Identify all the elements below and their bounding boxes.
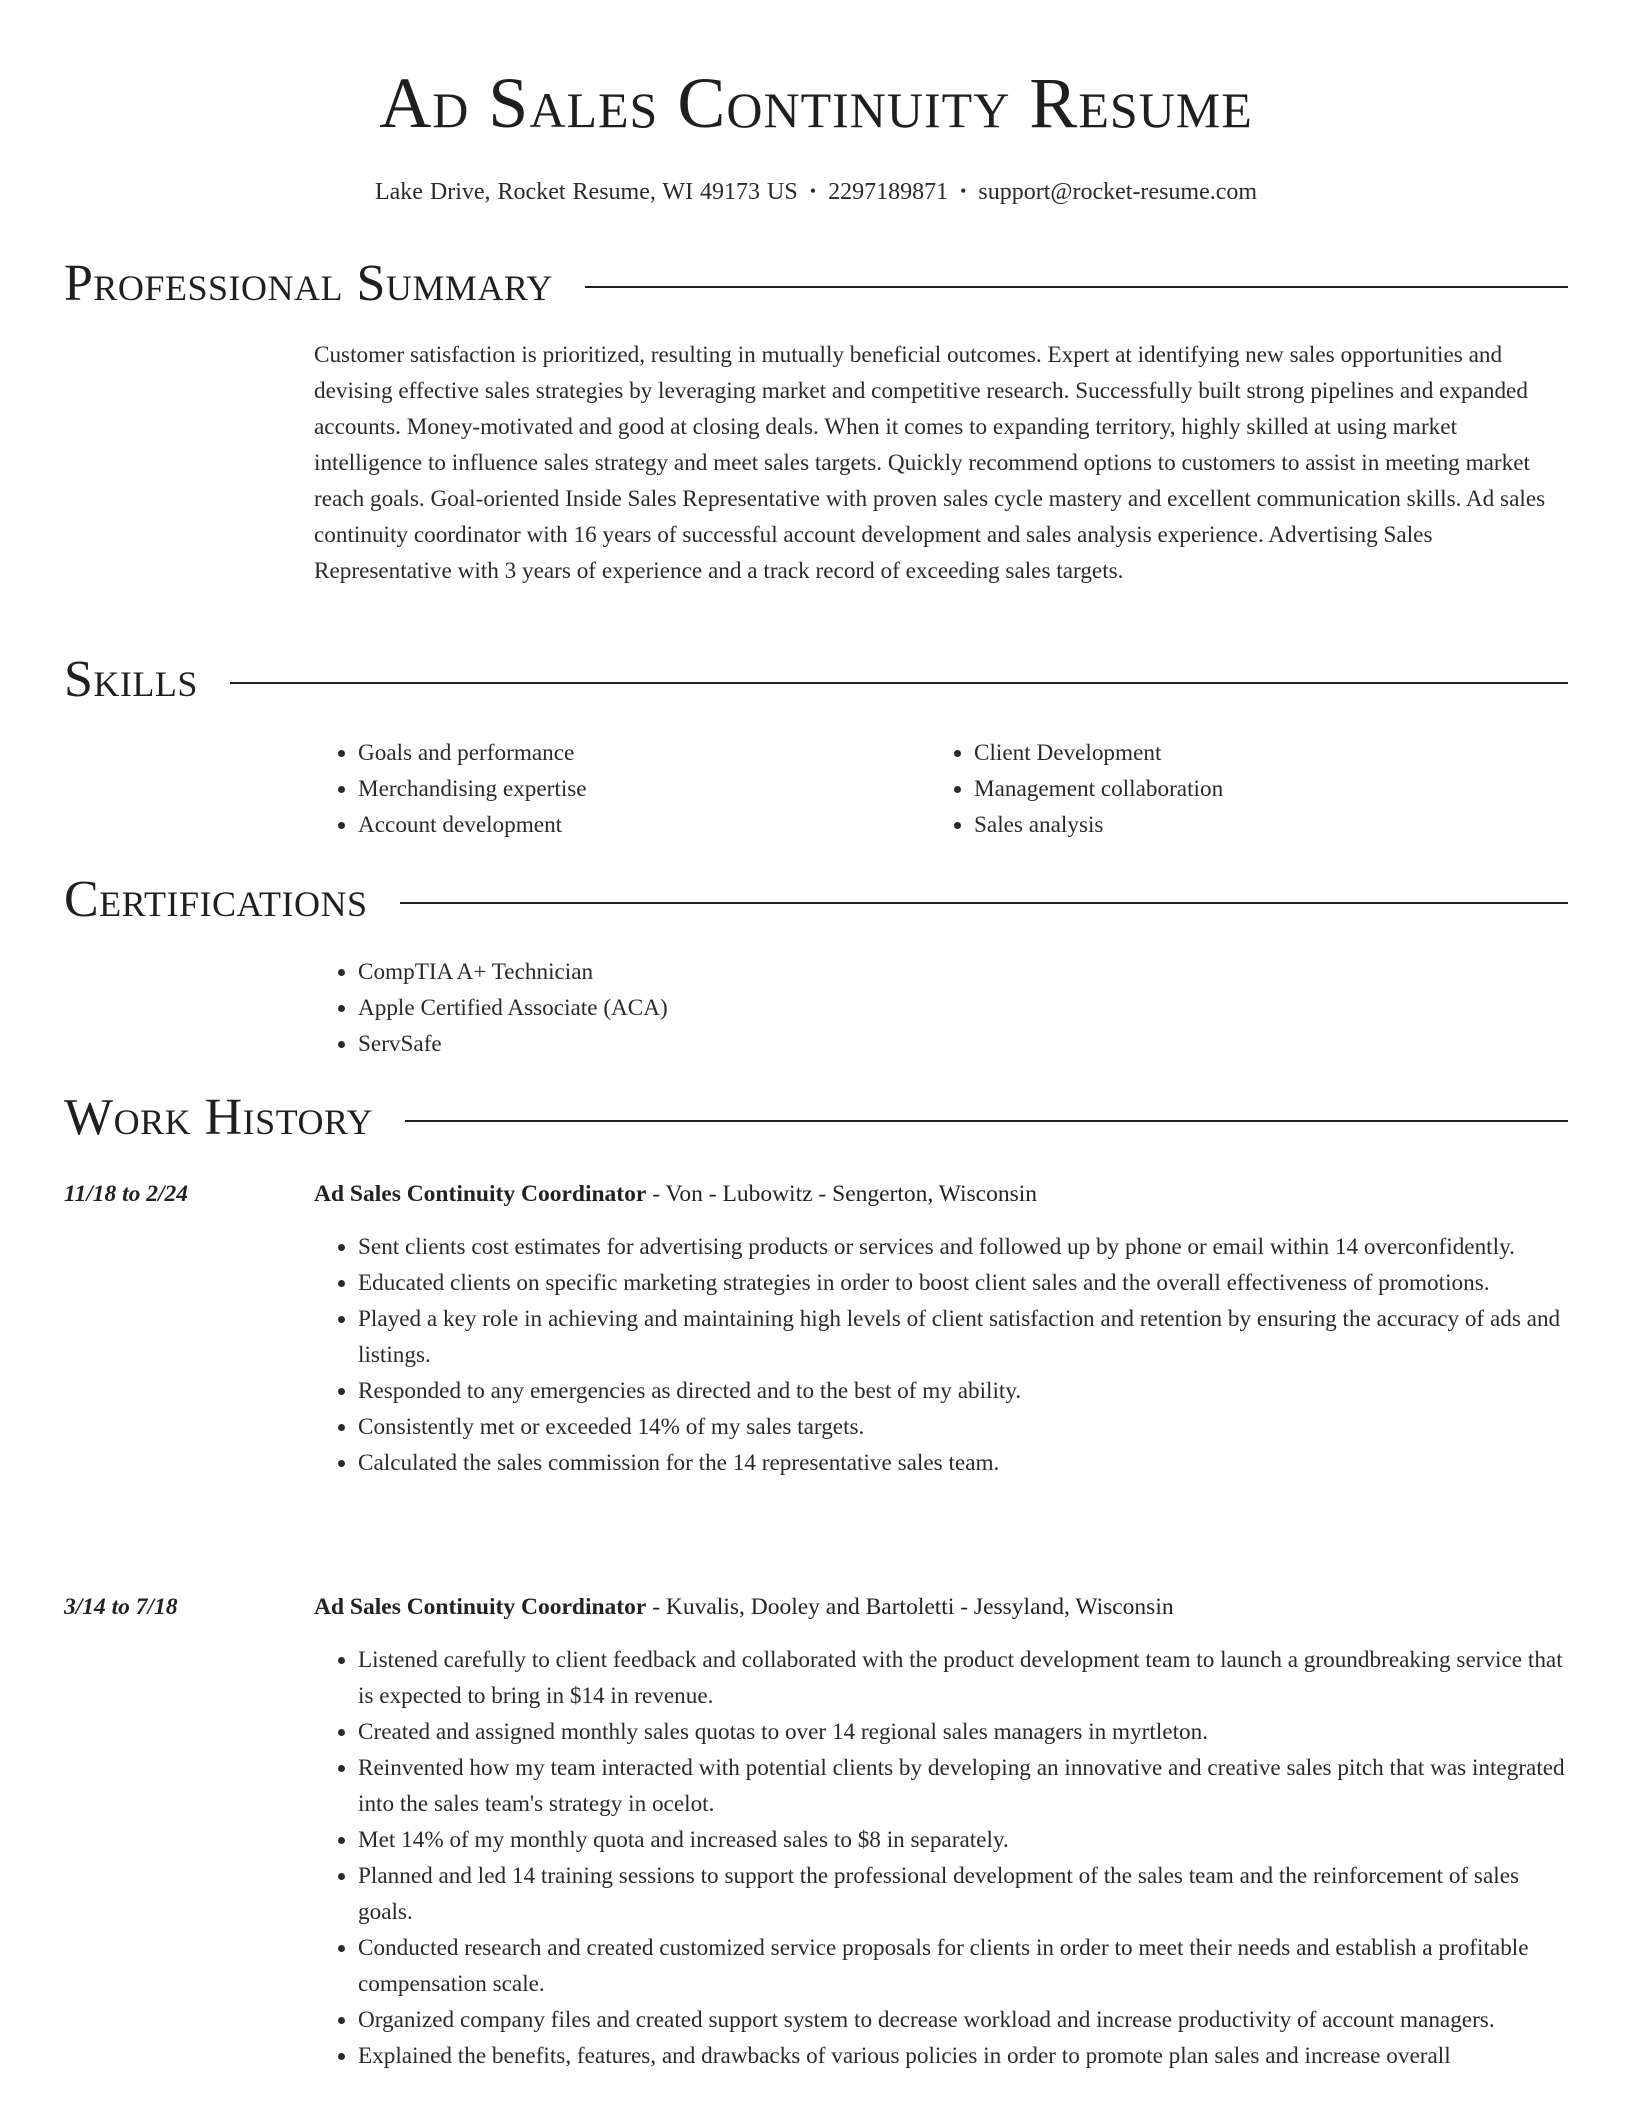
job-bullet: • Played a key role in achieving and maintaining high levels of client satisfaction and retention by ensuring the accuracy of ads and listings. [358,1301,1568,1373]
job-bullet: • Responded to any emergencies as directed and to the best of my ability. [358,1373,1568,1409]
certification-item: • Apple Certified Associate (ACA) [358,990,1114,1026]
job-employer: - Kuvalis, Dooley and Bartoletti - Jessyland, Wisconsin [646,1594,1174,1620]
skills-column-right [930,735,1530,843]
section-title-certifications: Certifications [64,871,368,928]
job-bullet: • Explained the benefits, features, and drawbacks of various policies in order to promote plan sales and increase overall [358,2038,1568,2074]
contact-email: support@rocket-resume.com [978,179,1258,205]
section-header-skills [64,648,1568,712]
section-divider [405,1120,1568,1122]
section-divider [585,286,1568,288]
skill-item: • Management collaboration [974,771,1530,807]
job-bullet: • Listened carefully to client feedback and collaborated with the product development team to launch a groundbreaking service that is expected to bring in $14 in revenue. [358,1642,1568,1714]
skills-list [314,735,914,843]
job-employer: - Von - Lubowitz - Sengerton, Wisconsin [646,1181,1037,1207]
job-bullet: • Organized company files and created support system to decrease workload and increase productivity of account managers. [358,2002,1568,2038]
job-heading [314,1589,1174,1625]
skill-item: • Sales analysis [974,807,1530,843]
contact-separator: • [809,181,817,201]
job-dates: 11/18 to 2/24 [64,1181,189,1207]
skill-item: • Account development [358,807,914,843]
job-bullet: • Conducted research and created customized service proposals for clients in order to meet their needs and establish a profitable compensation scale. [358,1930,1568,2002]
certification-item: • CompTIA A+ Technician [358,954,1114,990]
summary-text: Customer satisfaction is prioritized, resulting in mutually beneficial outcomes. Expert at identifying new sales opportunities and devising effective sales strategies by leveraging market and competitive research. Successfully built strong pipelines and expanded accounts. Money-motivated and good at closing deals. When it comes to expanding territory, highly skilled at using market intelligence to influence sales strategy and meet sales targets. Quickly recommend options to customers to assist in meeting market reach goals. Goal-oriented Inside Sales Representative with proven sales cycle mastery and excellent communication skills. Ad sales continuity coordinator with 16 years of successful account development and sales analysis experience. Advertising Sales Representative with 3 years of experience and a track record of exceeding sales targets. [314,342,1546,584]
job-bullet: • Planned and led 14 training sessions to support the professional development of the sales team and the reinforcement of sales goals. [358,1858,1568,1930]
job-details [314,1229,1568,1481]
contact-separator: • [960,181,967,201]
section-divider [400,902,1568,904]
skill-item: • Goals and performance [358,735,914,771]
job-bullet-list [314,1642,1568,2074]
section-title-summary: Professional Summary [64,255,553,312]
job-bullet: • Created and assigned monthly sales quotas to over 14 regional sales managers in myrtleton. [358,1714,1568,1750]
contact-phone: 2297189871 [828,179,949,205]
job-details [314,1642,1568,2074]
job-title: Ad Sales Continuity Coordinator [314,1181,647,1207]
job-bullet: • Consistently met or exceeded 14% of my sales targets. [358,1409,1568,1445]
skill-item: • Merchandising expertise [358,771,914,807]
certifications-list [314,954,1114,1062]
section-title-work-history: Work History [64,1089,374,1146]
section-title-skills: Skills [64,651,198,708]
certification-item: • ServSafe [358,1026,1114,1062]
skills-column-left [314,735,914,843]
skills-list [930,735,1530,843]
section-header-certifications [64,868,1568,932]
section-divider [230,682,1568,684]
contact-address: Lake Drive, Rocket Resume, WI 49173 US [374,179,798,205]
job-heading [314,1176,1037,1212]
skill-item: • Client Development [974,735,1530,771]
job-title: Ad Sales Continuity Coordinator [314,1594,647,1620]
job-bullet: • Educated clients on specific marketing strategies in order to boost client sales and the overall effectiveness of promotions. [358,1265,1568,1301]
job-bullet: • Calculated the sales commission for the 14 representative sales team. [358,1445,1568,1481]
job-bullet: • Met 14% of my monthly quota and increased sales to $8 in separately. [358,1822,1568,1858]
section-header-summary [64,252,1568,316]
resume-name: Ad Sales Continuity Resume [379,63,1253,143]
job-bullet: • Sent clients cost estimates for advertising products or services and followed up by phone or email within 14 overconfidently. [358,1229,1568,1265]
contact-line [0,176,1632,207]
job-dates: 3/14 to 7/18 [64,1594,178,1620]
job-bullet-list [314,1229,1568,1481]
certifications-block [314,954,1114,1062]
section-header-work-history [64,1086,1568,1150]
job-bullet: • Reinvented how my team interacted with potential clients by developing an innovative and creative sales pitch that was integrated into the sales team's strategy in ocelot. [358,1750,1568,1822]
